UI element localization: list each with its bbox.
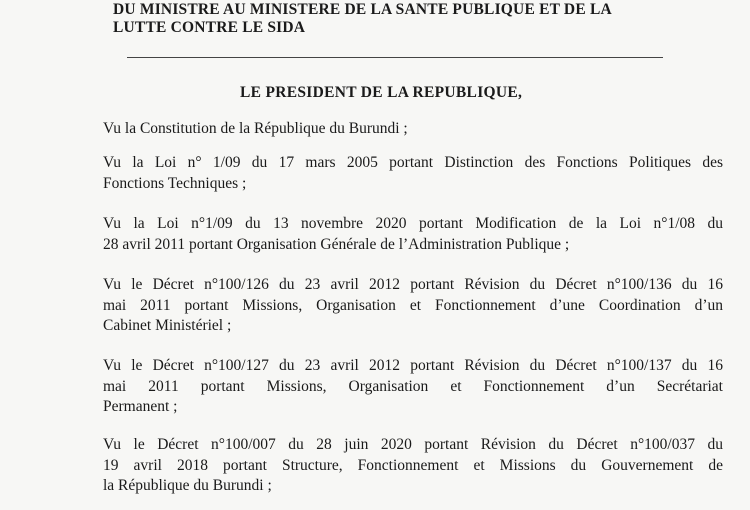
paragraph-line: Permanent ; [103,398,178,415]
president-heading: LE PRESIDENT DE LA REPUBLIQUE, [240,84,523,101]
paragraph-line: 19 avril 2018 portant Structure, Fonctionnement et Missions du Gouvernement de [103,456,723,474]
paragraph-line: Vu la Loi n° 1/09 du 17 mars 2005 portant Distinction des Fonctions Politiques des [103,154,723,171]
paragraph-line: Fonctions Techniques ; [103,174,247,192]
paragraph-line: mai 2011 portant Missions, Organisation et Fonctionnement d’une Coordination d’un [103,296,723,314]
paragraph-line: Vu la Constitution de la République du Burundi ; [103,120,408,137]
paragraph-line: Vu le Décret n°100/127 du 23 avril 2012 portant Révision du Décret n°100/137 du 16 [103,357,723,374]
paragraph-line: Vu le Décret n°100/007 du 28 juin 2020 portant Révision du Décret n°100/037 du [103,436,723,453]
consideration-paragraph-4 [103,275,723,337]
paragraph-line: 28 avril 2011 portant Organisation Générale de l’Administration Publique ; [103,235,570,253]
consideration-paragraph-6 [103,435,723,497]
consideration-paragraph-1 [103,119,723,140]
consideration-paragraph-5 [103,356,723,418]
paragraph-line: Vu la Loi n°1/09 du 13 novembre 2020 portant Modification de la Loi n°1/08 du [103,215,723,232]
paragraph-line: la République du Burundi ; [103,477,272,494]
horizontal-rule [127,57,663,58]
paragraph-line: Cabinet Ministériel ; [103,317,232,334]
consideration-paragraph-2 [103,153,723,194]
paragraph-line: mai 2011 portant Missions, Organisation et Fonctionnement d’un Secrétariat [103,377,723,395]
paragraph-line: Vu le Décret n°100/126 du 23 avril 2012 portant Révision du Décret n°100/136 du 16 [103,276,723,293]
consideration-paragraph-3 [103,214,723,255]
decree-title-line-2: LUTTE CONTRE LE SIDA [113,19,306,36]
decree-title-line-1: DU MINISTRE AU MINISTERE DE LA SANTE PUBLIQUE ET DE LA [113,1,612,18]
